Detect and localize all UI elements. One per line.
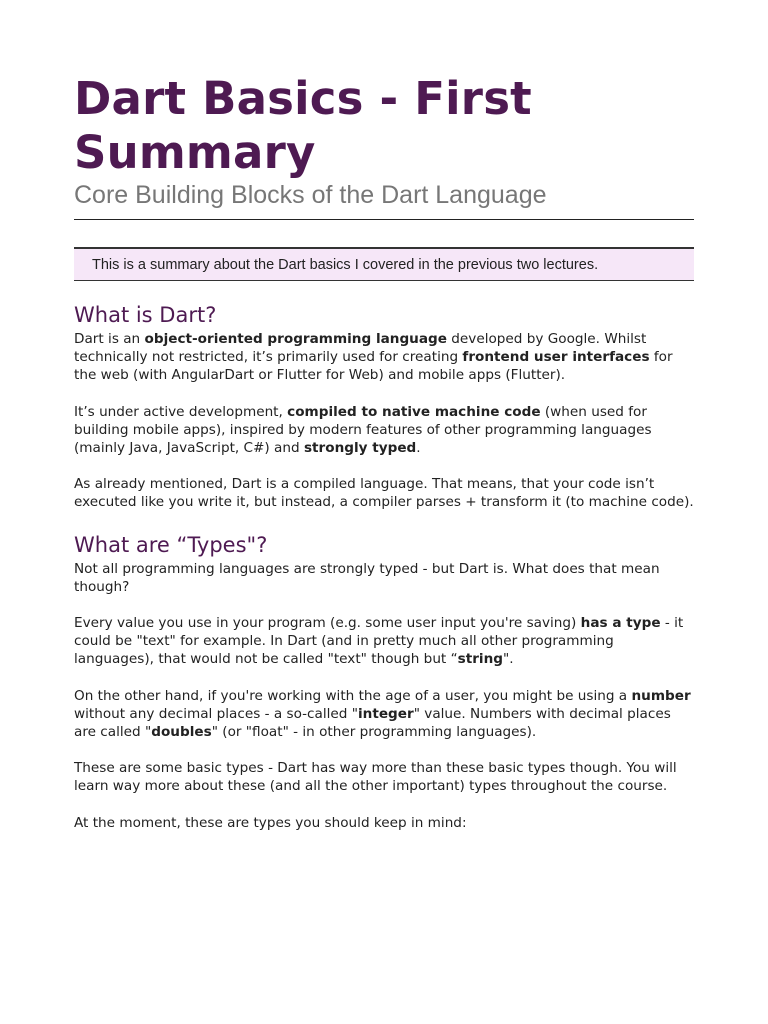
text-run: Dart is an [74, 331, 145, 347]
bold-text: integer [357, 705, 414, 722]
text-run: developed by Google. Whilst technically not restricted, it’s primarily used for creating [74, 331, 647, 366]
title-block [74, 72, 694, 210]
paragraph [74, 403, 696, 458]
paragraph [74, 614, 696, 669]
section-what-is-dart [74, 300, 696, 512]
bold-text: has a type [580, 615, 661, 632]
bold-text: frontend user interfaces [462, 349, 650, 366]
document-title: Dart Basics - First Summary [74, 72, 532, 179]
document-subtitle: Core Building Blocks of the Dart Language [74, 181, 547, 209]
section-heading: What is Dart? [74, 303, 217, 327]
text-run: ". [503, 651, 514, 668]
text-run: for the web (with AngularDart or Flutter for Web) and mobile apps (Flutter). [74, 349, 673, 384]
paragraph [74, 560, 696, 596]
content-body [74, 300, 696, 850]
bold-text: number [631, 687, 691, 704]
paragraph [74, 759, 696, 795]
text-run: " value. Numbers with decimal places are called " [74, 705, 671, 741]
bold-text: doubles [151, 724, 212, 741]
bold-text: object-oriented programming language [144, 331, 447, 347]
text-run: Every value you use in your program (e.g. some user input you're saving) [74, 615, 581, 632]
text-run: Not all programming languages are strongly typed - but Dart is. What does that mean though? [74, 560, 660, 595]
summary-callout [74, 247, 694, 281]
text-run: without any decimal places - a so-called " [74, 705, 358, 722]
text-run: " (or "float" - in other programming languages). [211, 724, 537, 741]
text-run: As already mentioned, Dart is a compiled language. That means, that your code isn’t executed like you write it, but instead, a compiler parses + transform it (to machine code). [74, 476, 694, 511]
bold-text: strongly typed [303, 440, 417, 457]
text-run: These are some basic types - Dart has way more than these basic types though. You will learn way more about these (and all the other important) types throughout the course. [74, 760, 677, 795]
title-divider [74, 219, 694, 220]
paragraph [74, 814, 696, 832]
paragraph [74, 475, 696, 511]
text-run: (when used for building mobile apps), inspired by modern features of other programming languages (mainly Java, JavaScript, C#) and [74, 403, 652, 457]
text-run: It’s under active development, [74, 403, 288, 420]
bold-text: string [457, 651, 504, 668]
section-heading: What are “Types"? [74, 532, 268, 557]
section-what-are-types [74, 530, 696, 832]
text-run: On the other hand, if you're working with the age of a user, you might be using a [74, 687, 632, 704]
text-run: At the moment, these are types you should keep in mind: [74, 814, 467, 831]
bold-text: compiled to native machine code [287, 403, 541, 420]
text-run: . [416, 440, 421, 457]
paragraph [74, 330, 696, 385]
text-run: - it could be "text" for example. In Dart (and in pretty much all other programming languages), that would not be called "text" though but “ [74, 615, 684, 668]
callout-text: This is a summary about the Dart basics I covered in the previous two lectures. [92, 257, 599, 273]
paragraph [74, 687, 696, 742]
